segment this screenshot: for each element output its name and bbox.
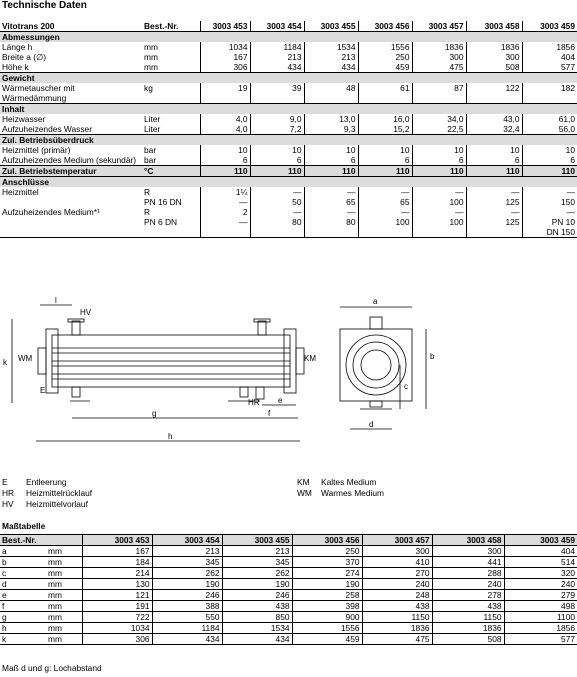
value-cell: — [358,187,412,197]
value-cell: 345 [222,557,292,568]
unit-cell: °C [142,166,200,177]
row-label: Heizwasser [2,114,46,124]
row-label: Aufzuheizendes Medium*¹ [2,207,100,217]
value-cell: 459 [358,62,412,73]
value-cell: 246 [222,590,292,601]
value-cell [200,227,250,238]
value-cell: 125 [466,217,522,227]
value-cell: 404 [504,546,577,557]
table-row [0,197,577,207]
value-cell: 6 [412,155,466,166]
value-cell: 1184 [250,42,304,52]
value-cell: 19 [200,83,250,104]
unit-cell: Liter [144,114,161,124]
label-wm: WM [18,354,33,363]
section-fill [142,73,577,84]
value-cell: 240 [432,579,504,590]
dimension-key: a [0,546,46,557]
model-number: 3003 458 [466,21,522,32]
row-label [0,227,142,238]
value-cell: 274 [292,568,362,579]
value-cell: 184 [82,557,152,568]
value-cell: 213 [304,52,358,62]
value-cell: 122 [466,83,522,104]
value-cell: 900 [292,612,362,623]
value-cell: 262 [222,568,292,579]
value-cell: 100 [412,217,466,227]
value-cell: 434 [250,62,304,73]
section-row [0,166,577,177]
value-cell: 32,4 [466,124,522,135]
row-label: Breite a (∅) [2,52,47,62]
unit-cell: mm [46,634,82,645]
value-cell: 182 [522,83,577,104]
value-cell: 22,5 [412,124,466,135]
model-number: 3003 455 [222,535,292,546]
value-cell: 1556 [292,623,362,634]
mass-table-title: Maßtabelle [2,521,46,531]
value-cell: 508 [432,634,504,645]
table-row [0,187,577,197]
value-cell: 250 [358,52,412,62]
ordernr-label: Best.-Nr. [142,21,200,32]
value-cell: 56,0 [522,124,577,135]
model-number: 3003 459 [504,535,577,546]
value-cell [250,227,304,238]
value-cell: — [250,207,304,217]
unit-cell: kg [144,83,153,93]
value-cell: 1856 [504,623,577,634]
value-cell: 9,3 [304,124,358,135]
value-cell: 6 [358,155,412,166]
product-name: Vitotrans 200 [0,21,142,32]
table-row [0,634,577,645]
unit-cell: mm [46,546,82,557]
dim-label-h: h [168,432,173,441]
value-cell: 1534 [222,623,292,634]
value-cell: — [304,207,358,217]
value-cell: 508 [466,62,522,73]
value-cell: 240 [362,579,432,590]
model-number: 3003 453 [200,21,250,32]
value-cell: 300 [432,546,504,557]
dim-label-l: l [55,296,57,305]
section-title: Anschlüsse [0,177,142,188]
dim-label-c: c [404,382,408,391]
row-label: Aufzuheizendes Medium (sekundär) [2,155,137,165]
value-cell: 213 [250,52,304,62]
table-row [0,52,577,62]
unit-cell: bar [144,145,157,155]
dim-label-g: g [152,409,157,418]
value-cell: 110 [412,166,466,177]
value-cell: 498 [504,601,577,612]
value-cell: 1100 [504,612,577,623]
unit-cell: mm [46,623,82,634]
section-title: Inhalt [0,104,142,115]
value-cell: 306 [82,634,152,645]
dimension-key: d [0,579,46,590]
value-cell: 2 [200,207,250,217]
value-cell: — [358,207,412,217]
section-fill [142,32,577,43]
value-cell: 514 [504,557,577,568]
row-label [0,197,142,207]
value-cell: 438 [362,601,432,612]
label-km: KM [304,354,316,363]
value-cell: 110 [200,166,250,177]
row-label: Heizmittel [2,187,39,197]
value-cell: 404 [522,52,577,62]
value-cell: 6 [466,155,522,166]
value-cell: 4,0 [200,114,250,124]
value-cell: 577 [504,634,577,645]
value-cell: — [466,207,522,217]
table-row [0,62,577,73]
table-row [0,217,577,227]
legend-right [297,477,384,499]
row-label [0,217,142,227]
section-title: Zul. Betriebstemperatur [0,166,142,177]
dim-label-a: a [373,297,378,306]
value-cell: 110 [250,166,304,177]
value-cell: 306 [200,62,250,73]
unit-cell: mm [144,42,158,52]
row-label: Wärmetauscher mit Wärmedämmung [2,83,75,103]
value-cell: 1184 [152,623,222,634]
value-cell: 1836 [466,42,522,52]
value-cell: 150 [522,197,577,207]
unit-cell: mm [46,590,82,601]
section-fill [142,104,577,115]
mass-table [0,534,577,645]
legend-item: HV Heizmittelvorlauf [2,499,88,509]
value-cell: 100 [412,197,466,207]
dimension-key: e [0,590,46,601]
value-cell: — [250,187,304,197]
value-cell: 110 [522,166,577,177]
value-cell: 550 [152,612,222,623]
value-cell: 434 [152,634,222,645]
value-cell: 1150 [432,612,504,623]
value-cell: 10 [412,145,466,155]
value-cell: 246 [152,590,222,601]
value-cell: 248 [362,590,432,601]
value-cell: 10 [200,145,250,155]
unit-cell: mm [46,612,82,623]
value-cell: 1534 [304,42,358,52]
value-cell: — [466,187,522,197]
table-row [0,83,577,104]
value-cell: 190 [292,579,362,590]
table-header-row [0,535,577,546]
value-cell: 288 [432,568,504,579]
value-cell: 61 [358,83,412,104]
value-cell: 121 [82,590,152,601]
model-number: 3003 459 [522,21,577,32]
value-cell: 722 [82,612,152,623]
row-label: Heizmittel (primär) [2,145,71,155]
dimension-key: h [0,623,46,634]
table-header-row [0,21,577,32]
value-cell: 475 [412,62,466,73]
dimension-key: c [0,568,46,579]
label-hv: HV [80,308,92,317]
model-number: 3003 454 [152,535,222,546]
table-row [0,124,577,135]
unit-cell: mm [144,62,158,72]
dimension-drawing [0,293,577,465]
value-cell: 320 [504,568,577,579]
value-cell: 16,0 [358,114,412,124]
value-cell: 10 [358,145,412,155]
dim-label-d: d [369,420,374,429]
value-cell: 80 [250,217,304,227]
section-row [0,177,577,188]
legend-item: E Entleerung [2,477,67,487]
section-fill [142,177,577,188]
footnote: Maß d und g: Lochabstand [2,663,102,673]
legend-item: KM Kaltes Medium [297,477,377,487]
section-title: Zul. Betriebsüberdruck [0,135,142,146]
value-cell: 100 [358,217,412,227]
value-cell: 240 [504,579,577,590]
dim-label-f: f [268,409,271,418]
unit-cell: bar [144,155,157,165]
section-row [0,135,577,146]
table-row [0,114,577,124]
value-cell: 43,0 [466,114,522,124]
value-cell: 6 [250,155,304,166]
dimension-key: k [0,634,46,645]
section-fill [142,135,577,146]
page-title: Technische Daten [2,0,87,11]
dim-label-k: k [3,358,7,367]
value-cell: DN 150 [522,227,577,238]
value-cell: 61,0 [522,114,577,124]
value-cell: 65 [304,197,358,207]
value-cell: — [200,217,250,227]
value-cell: 7,2 [250,124,304,135]
value-cell: 10 [304,145,358,155]
legend-item: HR Heizmittelrücklauf [2,488,93,498]
table-row [0,568,577,579]
value-cell: 438 [222,601,292,612]
model-number: 3003 458 [432,535,504,546]
value-cell: 87 [412,83,466,104]
value-cell: 191 [82,601,152,612]
value-cell: 65 [358,197,412,207]
value-cell: 213 [152,546,222,557]
specs-table [0,21,577,238]
unit-cell [142,227,200,238]
value-cell: 110 [358,166,412,177]
value-cell: — [412,187,466,197]
table-row [0,590,577,601]
value-cell: 1034 [200,42,250,52]
legend-item: WM Warmes Medium [297,488,384,498]
value-cell: 300 [466,52,522,62]
model-number: 3003 453 [82,535,152,546]
ordernr-label: Best.-Nr. [0,535,82,546]
value-cell [412,227,466,238]
table-row [0,42,577,52]
row-label: Höhe k [2,62,29,72]
model-number: 3003 455 [304,21,358,32]
unit-cell: PN 16 DN [144,197,182,207]
section-title: Abmessungen [0,32,142,43]
value-cell: 850 [222,612,292,623]
value-cell: 300 [412,52,466,62]
table-row [0,227,577,238]
unit-cell: mm [144,52,158,62]
value-cell: 4,0 [200,124,250,135]
row-label: Aufzuheizendes Wasser [2,124,92,134]
model-number: 3003 457 [362,535,432,546]
unit-cell: mm [46,568,82,579]
unit-cell: R [144,187,151,197]
value-cell: 1836 [362,623,432,634]
value-cell: — [304,187,358,197]
model-number: 3003 456 [358,21,412,32]
value-cell: 50 [250,197,304,207]
unit-cell: mm [46,579,82,590]
value-cell: 475 [362,634,432,645]
value-cell: 190 [152,579,222,590]
table-row [0,155,577,166]
value-cell: 167 [200,52,250,62]
model-number: 3003 456 [292,535,362,546]
value-cell: 34,0 [412,114,466,124]
value-cell: 1836 [412,42,466,52]
value-cell: 80 [304,217,358,227]
value-cell: 1856 [522,42,577,52]
value-cell: 15,2 [358,124,412,135]
section-row [0,104,577,115]
value-cell: 1836 [432,623,504,634]
value-cell: 438 [432,601,504,612]
value-cell [466,227,522,238]
value-cell [358,227,412,238]
value-cell: 10 [522,145,577,155]
value-cell: 300 [362,546,432,557]
value-cell: 1150 [362,612,432,623]
value-cell: 10 [250,145,304,155]
section-row [0,73,577,84]
value-cell: — [522,207,577,217]
value-cell: 398 [292,601,362,612]
value-cell: 250 [292,546,362,557]
unit-cell: R [144,207,151,217]
value-cell: 278 [432,590,504,601]
value-cell: 167 [82,546,152,557]
value-cell: 388 [152,601,222,612]
value-cell: 577 [522,62,577,73]
value-cell: 110 [304,166,358,177]
model-number: 3003 457 [412,21,466,32]
value-cell: 434 [304,62,358,73]
table-row [0,601,577,612]
row-label: Länge h [2,42,33,52]
label-hr: HR [248,398,260,407]
technical-drawing-svg [0,293,577,465]
value-cell: 9,0 [250,114,304,124]
value-cell: 6 [200,155,250,166]
value-cell: 1034 [82,623,152,634]
value-cell: 270 [362,568,432,579]
value-cell [304,227,358,238]
value-cell: 6 [304,155,358,166]
value-cell: 213 [222,546,292,557]
value-cell: 441 [432,557,504,568]
value-cell: 1556 [358,42,412,52]
section-row [0,32,577,43]
value-cell: 214 [82,568,152,579]
unit-cell: mm [46,557,82,568]
section-title: Gewicht [0,73,142,84]
value-cell: 434 [222,634,292,645]
value-cell: 110 [466,166,522,177]
value-cell: 258 [292,590,362,601]
legend-left [2,477,92,510]
value-cell: 13,0 [304,114,358,124]
dimension-key: b [0,557,46,568]
value-cell: 125 [466,197,522,207]
table-row [0,612,577,623]
value-cell: 190 [222,579,292,590]
value-cell: 459 [292,634,362,645]
value-cell: 48 [304,83,358,104]
table-row [0,207,577,217]
value-cell: 410 [362,557,432,568]
value-cell: PN 10 [522,217,577,227]
value-cell: 262 [152,568,222,579]
table-row [0,546,577,557]
value-cell: — [200,197,250,207]
table-row [0,557,577,568]
unit-cell: mm [46,601,82,612]
model-number: 3003 454 [250,21,304,32]
dimension-key: g [0,612,46,623]
value-cell: — [522,187,577,197]
unit-cell: PN 6 DN [144,217,178,227]
value-cell: 1¼ [200,187,250,197]
value-cell: 370 [292,557,362,568]
label-e: E [40,386,46,395]
value-cell: 10 [466,145,522,155]
dim-label-b: b [430,352,435,361]
unit-cell: Liter [144,124,161,134]
value-cell: 6 [522,155,577,166]
dimension-key: f [0,601,46,612]
value-cell: 130 [82,579,152,590]
value-cell: 345 [152,557,222,568]
value-cell: 279 [504,590,577,601]
table-row [0,623,577,634]
dim-label-e: e [278,396,283,405]
table-row [0,145,577,155]
value-cell: — [412,207,466,217]
table-row [0,579,577,590]
value-cell: 39 [250,83,304,104]
